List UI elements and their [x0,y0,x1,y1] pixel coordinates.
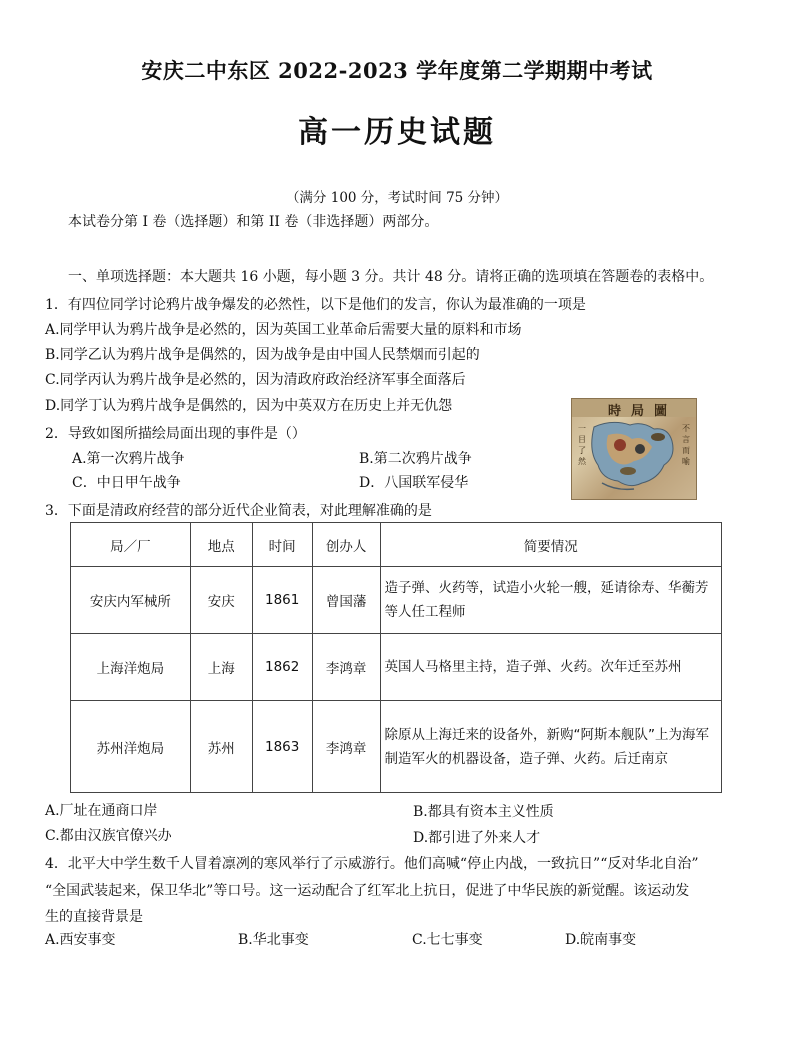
table-cell: 安庆 [190,567,252,634]
table-cell: 1863 [252,701,312,793]
q4-option-a: A.西安事变 [45,932,116,948]
section-heading: 一、单项选择题：本大题共 16 小题，每小题 3 分。共计 48 分。请将正确的选项填在答题卷的表格中。 [68,269,714,285]
image-caption: 時局圖 [608,404,678,419]
table-cell: 曾国藩 [312,567,380,634]
table-cell: 李鸿章 [312,701,380,793]
table-header-row [71,523,722,567]
q4-option-b: B.华北事变 [238,932,309,948]
table-cell: 造子弹、火药等，试造小火轮一艘，延请徐寿、华蘅芳等人任工程师 [380,567,721,634]
table-row [71,567,722,634]
q1-option-b: B.同学乙认为鸦片战争是偶然的，因为战争是由中国人民禁烟而引起的 [45,347,480,363]
q2-option-b: B.第二次鸦片战争 [359,451,472,467]
image-side-right: 不言而喻 [682,424,690,466]
table-header: 简要情况 [380,523,721,567]
q1-option-a: A.同学甲认为鸦片战争是必然的，因为英国工业革命后需要大量的原料和市场 [45,322,522,338]
enterprise-table [70,522,722,793]
table-cell: 1862 [252,634,312,701]
q3-option-a: A.厂址在通商口岸 [45,803,158,819]
table-header: 局／厂 [71,523,191,567]
table-row [71,701,722,793]
table-header: 创办人 [312,523,380,567]
table-row [71,634,722,701]
q4-line2: “全国武装起来，保卫华北”等口号。这一运动配合了红军北上抗日，促进了中华民族的新觉醒。该运动发 [45,883,690,899]
q2-option-a: A.第一次鸦片战争 [72,451,185,467]
exam-title: 安庆二中东区 2022-2023 学年度第二学期期中考试 [141,58,653,83]
exam-intro: 本试卷分第 I 卷（选择题）和第 II 卷（非选择题）两部分。 [68,214,439,230]
table-cell: 上海 [190,634,252,701]
q2-stem: 2．导致如图所描绘局面出现的事件是（） [45,426,306,442]
q2-option-d: D．八国联军侵华 [359,475,469,491]
q1-option-d: D.同学丁认为鸦片战争是偶然的，因为中英双方在历史上并无仇怨 [45,398,453,414]
table-header: 时间 [252,523,312,567]
table-cell: 1861 [252,567,312,634]
q4-option-d: D.皖南事变 [565,932,637,948]
exam-subject: 高一历史试题 [298,115,496,150]
q3-option-b: B.都具有资本主义性质 [413,804,554,820]
q3-option-c: C.都由汉族官僚兴办 [45,828,172,844]
time-note: （满分 100 分，考试时间 75 分钟） [285,190,509,206]
image-side-left: 一目了然 [578,424,586,466]
q3-option-d: D.都引进了外来人才 [413,830,541,846]
shiju-map-image [571,398,697,500]
q2-option-c: C．中日甲午战争 [72,475,181,491]
table-cell: 李鸿章 [312,634,380,701]
table-cell: 上海洋炮局 [71,634,191,701]
table-cell: 安庆内军械所 [71,567,191,634]
q4-line1: 4．北平大中学生数千人冒着凛冽的寒风举行了示威游行。他们高喊“停止内战，一致抗日”“反对华北自治” [45,856,699,872]
q1-option-c: C.同学丙认为鸦片战争是必然的，因为清政府政治经济军事全面落后 [45,372,466,388]
table-cell: 苏州 [190,701,252,793]
q4-line3: 生的直接背景是 [45,909,143,925]
q3-stem: 3．下面是清政府经营的部分近代企业简表，对此理解准确的是 [45,503,432,519]
q4-option-c: C.七七事变 [412,932,483,948]
table-cell: 英国人马格里主持，造子弹、火药。次年迁至苏州 [380,634,721,701]
table-cell: 除原从上海迁来的设备外，新购“阿斯本舰队”上为海军制造军火的机器设备，造子弹、火药。后迁南京 [380,701,721,793]
q1-stem: 1．有四位同学讨论鸦片战争爆发的必然性，以下是他们的发言，你认为最准确的一项是 [45,297,586,313]
table-header: 地点 [190,523,252,567]
table-cell: 苏州洋炮局 [71,701,191,793]
